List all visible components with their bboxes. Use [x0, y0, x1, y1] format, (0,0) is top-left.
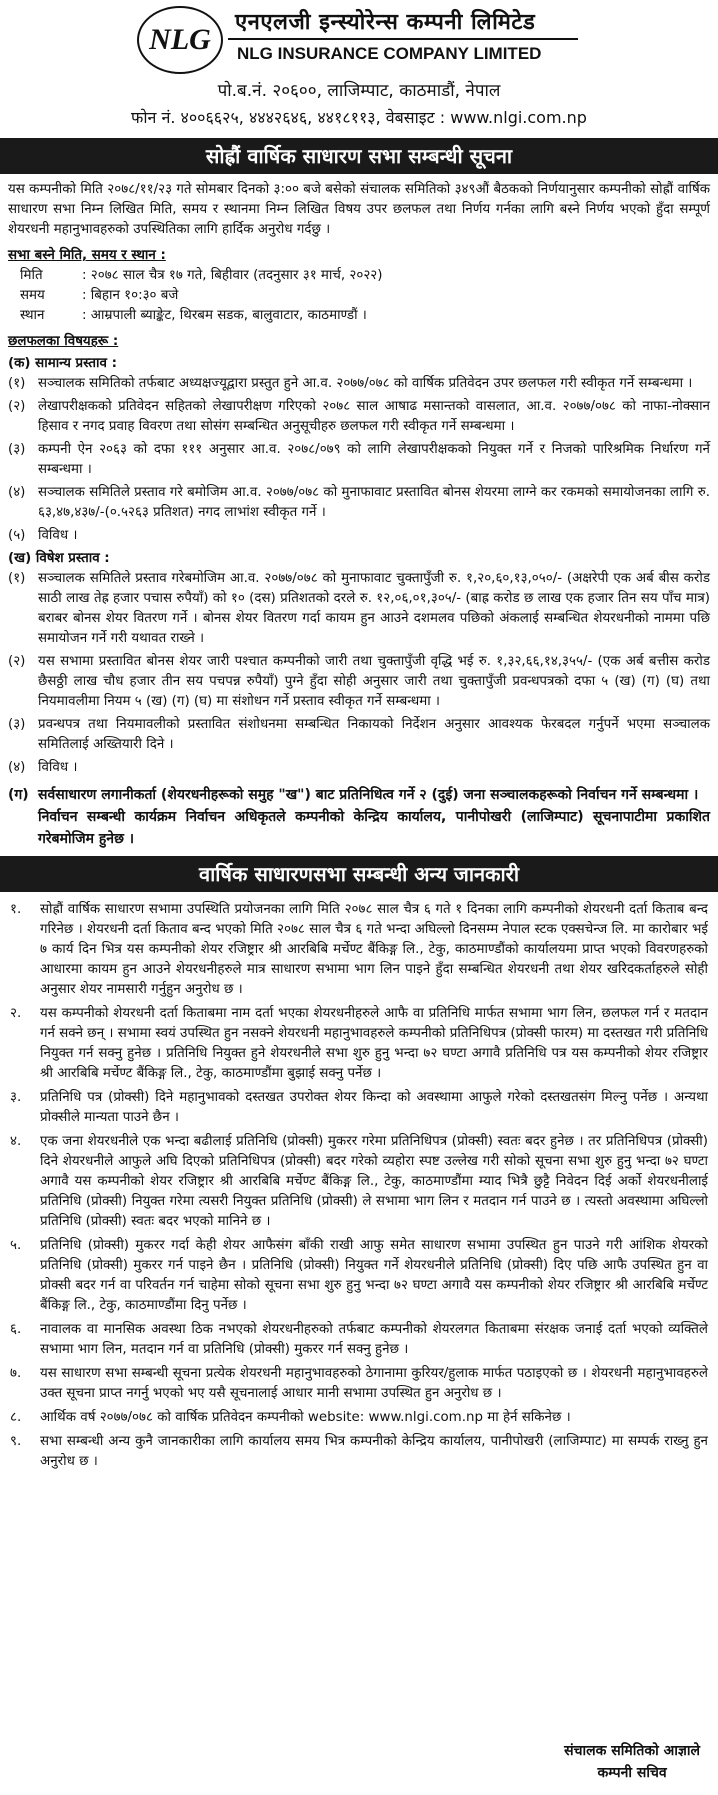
item-number: (१) — [8, 571, 26, 586]
item-text: एक जना शेयरधनीले एक भन्दा बढीलाई प्रतिनिधि (प्रोक्सी) मुकरर गरेमा प्रतिनिधिपत्र (प्रोक्सी) स्वतः बदर हुनेछ । तर प्रतिनिधिपत्र (प्रोक्सी) दिने शेयरधनीले आफुले अघि दिएको प्रतिनिधिपत्र (प्रोक्सी) बदर गरेको व्यहोरा स्पष्ट उल्लेख गरी सोको सूचना सभा शुरु हुनु भन्दा ७२ घण्टा अगावै यस कम्पनीको शेयर रजिष्ट्रार श्री आरबिबि मर्चेण्ट बैंकिङ्ग लि., टेकु, काठमाण्डौंमा म्याद भित्रै छुट्टै निवेदन दिई अर्को शेयरधनीलाई प्रतिनिधि (प्रोक्सी) नियुक्त गरेमा त्यसरी नियुक्त प्रतिनिधि (प्रोक्सी) ले सभामा भाग लिन र मतदान गर्न पाउने छ । त्यस्तो अवस्थामा अघिल्लो प्रतिनिधि (प्रोक्सी) स्वतः बदर भएको मानिने छ । — [40, 1134, 708, 1229]
election-number: (ग) — [8, 787, 29, 803]
other-info-title-bar: वार्षिक साधारणसभा सम्बन्धी अन्य जानकारी — [0, 856, 718, 892]
item-text: विविध । — [38, 528, 78, 543]
company-contact: फोन नं. ४००६६२५, ४४४२६४६, ४४१८११३, वेबसाइट : www.nlgi.com.np — [131, 108, 587, 127]
item-number: ६. — [10, 1322, 22, 1337]
general-item — [8, 483, 710, 523]
item-number: (२) — [8, 399, 26, 414]
meeting-venue-label: स्थान — [20, 308, 45, 323]
election-text — [38, 784, 710, 850]
general-proposal-heading: (क) सामान्य प्रस्ताव : — [8, 356, 117, 371]
meeting-heading: सभा बस्ने मिति, समय र स्थान : — [8, 248, 166, 263]
item-text: यस साधारण सभा सम्बन्धी सूचना प्रत्येक शेयरधनी महानुभावहरुको ठेगानामा कुरियर/हुलाक मार्फत पठाइएको छ । शेयरधनी महानुभावहरुले उक्त सूचना प्राप्त नगर्नु भएको भए यसै सूचनालाई आधार मानी सभामा उपस्थित हुन अनुरोध छ । — [40, 1366, 708, 1401]
item-text: यस कम्पनीको शेयरधनी दर्ता किताबमा नाम दर्ता भएका शेयरधनीहरुले आफै वा प्रतिनिधि मार्फत सभामा भाग लिन, छलफल गर्न र मतदान गर्न सक्ने छन् । सभामा स्वयं उपस्थित हुन नसक्ने शेयरधनी महानुभावहरुले कम्पनीको प्रतिनिधिपत्र (प्रोक्सी फारम) मा दस्तखत गरी प्रतिनिधि नियुक्त गर्न सक्नु हुनेछ । प्रतिनिधि नियुक्त हुने शेयरधनीले सभा शुरु हुनु भन्दा ७२ घण्टा अगावै प्रतिनिधि पत्र यस कम्पनीको शेयर रजिष्ट्रार श्री आरबिबि मर्चेण्ट बैंकिङ्ग लि., टेकु, काठमाण्डौंमा बुझाई सक्नु पर्नेछ । — [40, 1006, 708, 1081]
signature-title: कम्पनी सचिव — [597, 1765, 667, 1781]
general-item — [8, 440, 710, 480]
item-text: प्रतिनिधि (प्रोक्सी) मुकरर गर्दा केही शेयर आफैसंग बाँकी राखी आफु समेत साधारण सभामा उपस्थित हुन पाउने गरी आंशिक शेयरको प्रतिनिधि (प्रोक्सी) मुकरर गर्न पाइने छैन । प्रतिनिधि (प्रोक्सी) नियुक्त गर्ने शेयरधनीले प्रतिनिधि (प्रोक्सी) दिए पछि आफै उपस्थित हुन वा प्रोक्सी बदर गर्न वा परिवर्तन गर्न चाहेमा सोको सूचना सभा शुरु हुनु भन्दा ७२ घण्टा अगावै यस कम्पनीको शेयर रजिष्ट्रार श्री आरबिबि मर्चेण्ट बैंकिङ्ग लि., टेकु, काठमाण्डौंमा दिनु पर्नेछ । — [40, 1238, 708, 1313]
item-text: लेखापरीक्षकको प्रतिवेदन सहितको लेखापरीक्षण गरिएको २०७८ साल आषाढ मसान्तको वासलात, आ.व. २०७७/०७८ को नाफा-नोक्सान हिसाव र नगद प्रवाह विवरण तथा सोसंग सम्बन्धित अनुसूचीहरु छलफल गरी स्वीकृत गर्ने सम्बन्धमा । — [38, 399, 710, 434]
item-text: कम्पनी ऐन २०६३ को दफा १११ अनुसार आ.व. २०७८/०७९ को लागि लेखापरीक्षकको नियुक्त गर्ने र निजको पारिश्रमिक निर्धारण गर्ने सम्बन्धमा । — [38, 442, 710, 477]
item-text: आर्थिक वर्ष २०७७/०७८ को वार्षिक प्रतिवेदन कम्पनीको website: www.nlgi.com.np मा हेर्न सकिनेछ । — [40, 1410, 571, 1425]
item-number: (३) — [8, 717, 26, 732]
item-number: (५) — [8, 528, 26, 543]
notice-intro: यस कम्पनीको मिति २०७८/११/२३ गते सोमबार दिनको ३:०० बजे बसेको संचालक समितिको ३४९औं बैठकको निर्णयानुसार कम्पनीको सोह्रौं वार्षिक साधारण सभा निम्न लिखित मिति, समय र स्थानमा निम्न लिखित विषय उपर छलफल तथा निर्णय गर्नका लागि बस्ने निर्णय भएको हुँदा सम्पूर्ण शेयरधनी महानुभावहरुको उपस्थितिका लागि हार्दिक अनुरोध गर्दछु । — [8, 182, 710, 237]
item-number: ७. — [10, 1366, 22, 1381]
notice-title-bar: सोह्रौं वार्षिक साधारण सभा सम्बन्धी सूचना — [0, 138, 718, 174]
meeting-date-label: मिति — [20, 268, 43, 283]
special-item — [8, 715, 710, 755]
item-text: सञ्चालक समितिले प्रस्ताव गरे बमोजिम आ.व. २०७७/०७८ को मुनाफावाट प्रस्तावित बोनस शेयरमा लाग्ने कर रकमको समायोजनका लागि रु. ६३,४७,४३७/-(०.५२६३ प्रतिशत) नगद लाभांश स्वीकृत गर्ने । — [38, 485, 710, 520]
item-number: २. — [10, 1006, 22, 1021]
meeting-time-label: समय — [20, 288, 45, 303]
agenda-heading: छलफलका विषयहरू : — [8, 334, 119, 349]
company-name-nepali: एनएलजी इन्स्योरेन्स कम्पनी लिमिटेड — [235, 10, 536, 35]
item-number: (४) — [8, 485, 26, 500]
item-text: सञ्चालक समितिको तर्फबाट अध्यक्षज्यूद्वारा प्रस्तुत हुने आ.व. २०७७/०७८ को वार्षिक प्रतिवेदन उपर छलफल गरी स्वीकृत गर्ने सम्बन्धमा । — [38, 376, 693, 391]
special-proposal-heading: (ख) विषेश प्रस्ताव : — [8, 551, 110, 566]
special-item — [8, 569, 710, 649]
letterhead — [0, 0, 718, 138]
info-item — [10, 900, 708, 1000]
company-address: पो.ब.नं. २०६००, लाजिम्पाट, काठमाडौं, नेपाल — [217, 81, 501, 101]
item-number: ८. — [10, 1410, 22, 1425]
meeting-time-value: : बिहान १०:३० बजे — [82, 288, 179, 303]
election-note-text: निर्वाचन सम्बन्धी कार्यक्रम निर्वाचन अधिकृतले कम्पनीको केन्द्रिय कार्यालय, पानीपोखरी (लाजिम्पाट) सूचनापाटीमा प्रकाशित गरेबमोजिम हुनेछ । — [38, 809, 710, 847]
logo-text: NLG — [149, 23, 211, 56]
general-item — [8, 526, 710, 546]
item-text: नावालक वा मानसिक अवस्था ठिक नभएको शेयरधनीहरुको तर्फबाट कम्पनीको शेयरलगत किताबमा संरक्षक जनाई दर्ता भएको व्यक्तिले सभामा भाग लिन, मतदान गर्न वा प्रतिनिधि (प्रोक्सी) मुकरर गर्न सक्नु हुनेछ । — [40, 1322, 708, 1357]
meeting-venue-value: : आम्रपाली ब्याङ्केट, थिरबम सडक, बालुवाटार, काठमाण्डौं । — [82, 308, 367, 323]
item-number: (१) — [8, 376, 26, 391]
item-text: सोह्रौं वार्षिक साधारण सभामा उपस्थिति प्रयोजनका लागि मिति २०७८ साल चैत्र ६ गते १ दिनका लागि कम्पनीको शेयरधनी दर्ता किताब बन्द गरिनेछ । शेयरधनी दर्ता किताव बन्द भएको मिति २०७८ साल चैत्र ६ गते भन्दा अघिल्लो दिनसम्म नेपाल स्टक एक्सचेन्ज लि. मा कारोबार भई ७ कार्य दिन भित्र यस कम्पनीको शेयर रजिष्ट्रार श्री आरबिबि मर्चेण्ट बैंकिङ्ग लि., टेकु, काठमाण्डौंको कार्यालयमा प्राप्त भएको विवरणहरुको आधारमा कायम हुन आउने शेयरधनीहरुले मात्र साधारण सभामा भाग लिन पाइने हुँदा सम्बन्धित शेयरधनी तथा शेयर खरिदकर्ताहरुले सोही अनुसार शेयर नामसारी गर्नुहुन अनुरोध छ । — [40, 902, 708, 997]
info-item — [10, 1364, 708, 1404]
item-text: प्रतिनिधि पत्र (प्रोक्सी) दिने महानुभावको दस्तखत उपरोक्त शेयर किन्दा को अवस्थामा आफुले गरेको दस्तखतसंग मिल्नु पर्नेछ । अन्यथा प्रोक्सीले मान्यता पाउने छैन । — [40, 1090, 708, 1125]
info-item — [10, 1236, 708, 1316]
other-info-section — [0, 892, 718, 1472]
meeting-date-value: : २०७८ साल चैत्र १७ गते, बिहीवार (तदनुसार ३१ मार्च, २०२२) — [82, 268, 383, 283]
special-item — [8, 652, 710, 712]
info-item — [10, 1088, 708, 1128]
item-text: यस सभामा प्रस्तावित बोनस शेयर जारी पश्चात कम्पनीको जारी तथा चुक्तापुँजी वृद्धि भई रु. १,३२,६६,१४,३५५/- (एक अर्ब बत्तीस करोड छैसठ्ठी लाख चौध हजार तीन सय पचपन्न रुपैयाँ) पुग्ने हुँदा सोही अनुसार जारी तथा चुक्तापुँजी प्रवन्धपत्रको दफा ५ (ख) (ग) (घ) तथा नियमावलीमा नियम ५ (ख) (ग) (घ) मा संशोधन गर्ने प्रस्ताव स्वीकृत गर्ने सम्बन्धमा । — [38, 654, 710, 709]
info-item — [10, 1432, 708, 1472]
general-item — [8, 397, 710, 437]
item-number: ५. — [10, 1238, 22, 1253]
info-item — [10, 1408, 708, 1428]
company-name-english: NLG INSURANCE COMPANY LIMITED — [237, 44, 542, 63]
item-text: विविध । — [38, 760, 78, 775]
title-divider — [228, 38, 578, 40]
election-agenda — [8, 784, 710, 850]
item-number: ४. — [10, 1134, 22, 1149]
item-number: (२) — [8, 654, 26, 669]
item-text: सभा सम्बन्धी अन्य कुनै जानकारीका लागि कार्यालय समय भित्र कम्पनीको केन्द्रिय कार्यालय, पानीपोखरी (लाजिम्पाट) मा सम्पर्क राख्नु हुन अनुरोध छ । — [40, 1434, 708, 1469]
info-item — [10, 1320, 708, 1360]
special-item — [8, 758, 710, 778]
general-item — [8, 374, 710, 394]
item-number: १. — [10, 902, 22, 917]
company-logo — [137, 6, 223, 74]
signature-authority: संचालक समितिको आज्ञाले — [564, 1743, 700, 1759]
item-text: सञ्चालक समितिले प्रस्ताव गरेबमोजिम आ.व. २०७७/०७८ को मुनाफावाट चुक्तापुँजी रु. १,२०,६०,१३,०५०/- (अक्षरेपी एक अर्ब बीस करोड साठी लाख तेह्र हजार पचास रुपैयाँ) को १० (दस) प्रतिशतको दरले रु. १२,०६,०१,३०५/- (बाह्र करोड छ लाख एक हजार तिन सय पाँच मात्र) बराबर बोनस शेयर वितरण गर्ने । बोनस शेयर वितरण गर्दा कायम हुन आउने दशमलव पछिको अंकलाई सम्बन्धित शेयरधनीको नाममा पछि समायोजन गर्ने गरी यथावत राख्ने । — [38, 571, 710, 646]
election-heading-text: सर्वसाधारण लगानीकर्ता (शेयरधनीहरूको समुह "ख") बाट प्रतिनिधित्व गर्ने २ (दुई) जना सञ्चालकहरूको निर्वाचन गर्ने सम्बन्धमा । — [38, 787, 699, 803]
item-number: (४) — [8, 760, 26, 775]
notice-section — [0, 174, 718, 850]
meeting-details — [8, 266, 710, 326]
signature-block — [564, 1740, 700, 1784]
item-number: ९. — [10, 1434, 22, 1449]
item-text: प्रवन्धपत्र तथा नियमावलीको प्रस्तावित संशोधनमा सम्बन्धित निकायको निर्देशन अनुसार आवश्यक फेरबदल गर्नुपर्ने भएमा सञ्चालक समितिलाई अख्तियारी दिने । — [38, 717, 710, 752]
item-number: ३. — [10, 1090, 22, 1105]
info-item — [10, 1132, 708, 1232]
item-number: (३) — [8, 442, 26, 457]
info-item — [10, 1004, 708, 1084]
